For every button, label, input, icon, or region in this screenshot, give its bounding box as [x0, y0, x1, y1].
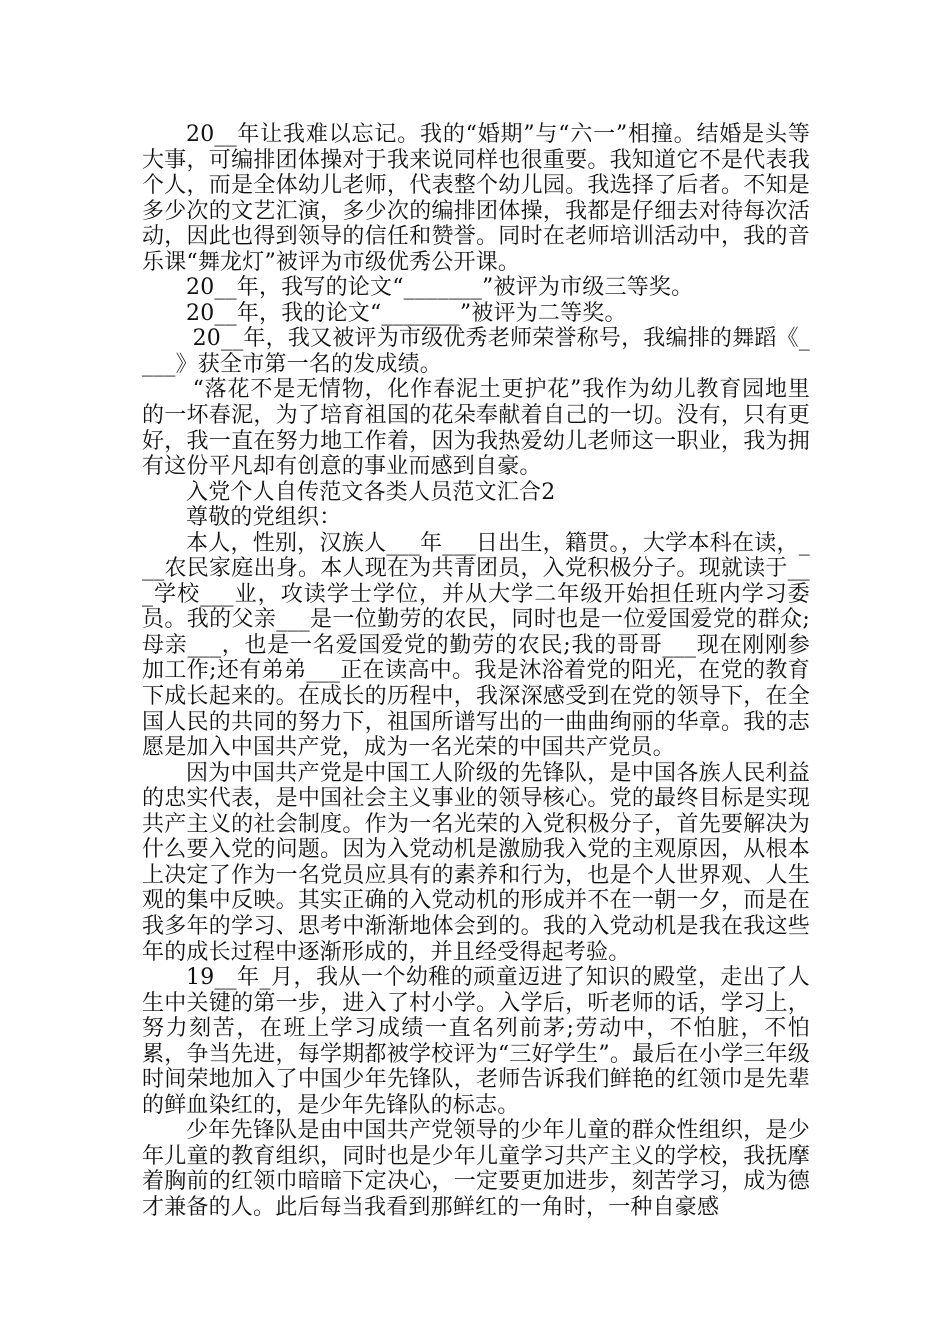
paragraph-party-motivation: 因为中国共产党是中国工人阶级的先锋队，是中国各族人民利益的忠实代表，是中国社会主义事业的领导核心。党的最终目标是实现共产主义的社会制度。作为一名光荣的入党积极分子，首先要解决为什么要入党的问题。因为入党动机是激励我入党的主观原因，从根本上决定了作为一名党员应具有的素养和行为，也是个人世界观、人生观的集中反映。其实正确的入党动机的形成并不在一朝一夕，而是在我多年的学习、思考中渐渐地体会到的。我的入党动机是我在我这些年的成长过程中逐渐形成的，并且经受得起考验。 — [142, 760, 810, 965]
paragraph-excellent-teacher: 20__年，我又被评为市级优秀老师荣誉称号，我编排的舞蹈《____》获全市第一名的发成绩。 — [142, 326, 810, 377]
paragraph-primary-school: 19__年_月，我从一个幼稚的顽童迈进了知识的殿堂，走出了人生中关键的第一步，进入了村小学。入学后，听老师的话，学习上，努力刻苦，在班上学习成绩一直名列前茅;劳动中，不怕脏，不怕累，争当先进，每学期都被学校评为“三好学生”。最后在小学三年级时间荣地加入了中国少年先锋队，老师告诉我们鲜艳的红领巾是先辈的鲜血染红的，是少年先锋队的标志。 — [142, 965, 810, 1118]
section-title: 入党个人自传范文各类人员范文汇合2 — [186, 479, 556, 505]
paragraph-self-introduction: 本人，性别，汉族人___年___日出生，籍贯。，大学本科在读，___农民家庭出身。本人现在为共青团员，入党积极分子。现就读于___学校___业，攻读学士学位，并从大学二年级开始担任班内学习委员。我的父亲___是一位勤劳的农民，同时也是一位爱国爱党的群众;母亲___，也是一名爱国爱党的勤劳的农民;我的哥哥___现在刚刚参加工作;还有弟弟___正在读高中。我是沐浴着党的阳光，在党的教育下成长起来的。在成长的历程中，我深深感受到在党的领导下，在全国人民的共同的努力下，祖国所谱写出的一曲曲绚丽的华章。我的志愿是加入中国共产党，成为一名光荣的中国共产党员。 — [142, 530, 810, 761]
paragraph-young-pioneers: 少年先锋队是由中国共产党领导的少年儿童的群众性组织，是少年儿童的教育组织，同时也是少年儿童学习共产主义的学校，我抚摩着胸前的红领巾暗暗下定决心，一定要更加进步，刻苦学习，成为德才兼备的人。此后每当我看到那鲜红的一角时，一种自豪感 — [142, 1118, 810, 1220]
document-body — [142, 122, 810, 1221]
salutation: 尊敬的党组织： — [186, 505, 342, 531]
paragraph-paper-second-prize: 20__年，我的论文“_______”被评为二等奖。 — [186, 300, 627, 326]
paragraph-wedding: 20__年让我难以忘记。我的“婚期”与“六一”相撞。结婚是头等大事，可编排团体操对于我来说同样也很重要。我知道它不是代表我个人，而是全体幼儿老师，代表整个幼儿园。我选择了后者。不知是多少次的文艺汇演，多少次的编排团体操，我都是仔细去对待每次活动，因此也得到领导的信任和赞誉。同时在老师培训活动中，我的音乐课“舞龙灯”被评为市级优秀公开课。 — [142, 122, 810, 275]
paragraph-spring-mud: “落花不是无情物，化作春泥土更护花”我作为幼儿教育园地里的一坏春泥，为了培育祖国的花朵奉献着自己的一切。没有，只有更好，我一直在努力地工作着，因为我热爱幼儿老师这一职业，我为拥有这份平凡却有创意的事业而感到自豪。 — [142, 377, 810, 480]
paragraph-paper-third-prize: 20__年，我写的论文“_______”被评为市级三等奖。 — [186, 275, 694, 301]
